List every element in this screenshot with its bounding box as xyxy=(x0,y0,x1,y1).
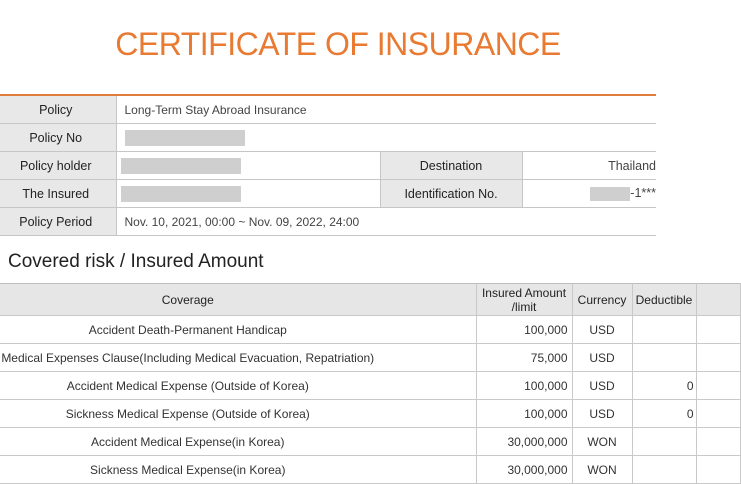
redacted-block xyxy=(590,187,630,201)
currency-cell: USD xyxy=(572,372,632,400)
deductible-cell xyxy=(632,428,696,456)
table-row xyxy=(0,456,740,484)
currency-cell: WON xyxy=(572,456,632,484)
extra-cell xyxy=(696,372,740,400)
id-value: -1*** xyxy=(522,180,656,208)
period-row xyxy=(0,208,656,236)
table-row xyxy=(0,428,740,456)
table-row xyxy=(0,316,740,344)
amount-cell: 100,000 xyxy=(476,372,572,400)
deductible-cell: 0 xyxy=(632,372,696,400)
coverage-cell: Accident Medical Expense (Outside of Korea) xyxy=(0,372,476,400)
policy-holder-value xyxy=(116,152,380,180)
deductible-cell xyxy=(632,316,696,344)
policy-value: Long-Term Stay Abroad Insurance xyxy=(116,95,656,124)
extra-cell xyxy=(696,400,740,428)
extra-cell xyxy=(696,344,740,372)
table-row xyxy=(0,344,740,372)
header-currency: Currency xyxy=(572,284,632,316)
coverage-cell: Sickness Medical Expense (Outside of Korea) xyxy=(0,400,476,428)
currency-cell: USD xyxy=(572,400,632,428)
section-title: Covered risk / Insured Amount xyxy=(8,251,264,272)
extra-cell xyxy=(696,456,740,484)
policy-no-label: Policy No xyxy=(0,124,116,152)
certificate-title: CERTIFICATE OF INSURANCE xyxy=(115,26,561,62)
policy-row xyxy=(0,95,656,124)
insured-label: The Insured xyxy=(0,180,116,208)
header-coverage: Coverage xyxy=(0,284,476,316)
deductible-cell xyxy=(632,456,696,484)
coverage-cell: Sickness Medical Expense(in Korea) xyxy=(0,456,476,484)
insured-row xyxy=(0,180,656,208)
amount-cell: 100,000 xyxy=(476,400,572,428)
deductible-cell xyxy=(632,344,696,372)
policy-info-table xyxy=(0,94,656,236)
deductible-cell: 0 xyxy=(632,400,696,428)
policy-no-row xyxy=(0,124,656,152)
amount-cell: 75,000 xyxy=(476,344,572,372)
destination-value: Thailand xyxy=(522,152,656,180)
table-row xyxy=(0,372,740,400)
redacted-block xyxy=(125,130,245,146)
header-deductible: Deductible xyxy=(632,284,696,316)
policy-holder-row xyxy=(0,152,656,180)
coverage-cell: Accident Death-Permanent Handicap xyxy=(0,316,476,344)
destination-label: Destination xyxy=(380,152,522,180)
coverage-header-row xyxy=(0,284,740,316)
currency-cell: USD xyxy=(572,344,632,372)
amount-cell: 30,000,000 xyxy=(476,456,572,484)
table-row xyxy=(0,400,740,428)
redacted-block xyxy=(121,158,241,174)
currency-cell: USD xyxy=(572,316,632,344)
coverage-cell: Medical Expenses Clause(Including Medical Evacuation, Repatriation) xyxy=(0,344,476,372)
id-label: Identification No. xyxy=(380,180,522,208)
period-label: Policy Period xyxy=(0,208,116,236)
amount-cell: 100,000 xyxy=(476,316,572,344)
coverage-table xyxy=(0,283,741,484)
header-amount: Insured Amount /limit xyxy=(476,284,572,316)
currency-cell: WON xyxy=(572,428,632,456)
policy-no-value xyxy=(116,124,656,152)
insured-value xyxy=(116,180,380,208)
extra-cell xyxy=(696,316,740,344)
header-extra xyxy=(696,284,740,316)
extra-cell xyxy=(696,428,740,456)
redacted-block xyxy=(121,186,241,202)
policy-holder-label: Policy holder xyxy=(0,152,116,180)
policy-label: Policy xyxy=(0,95,116,124)
amount-cell: 30,000,000 xyxy=(476,428,572,456)
period-value: Nov. 10, 2021, 00:00 ~ Nov. 09, 2022, 24:00 xyxy=(116,208,656,236)
coverage-cell: Accident Medical Expense(in Korea) xyxy=(0,428,476,456)
